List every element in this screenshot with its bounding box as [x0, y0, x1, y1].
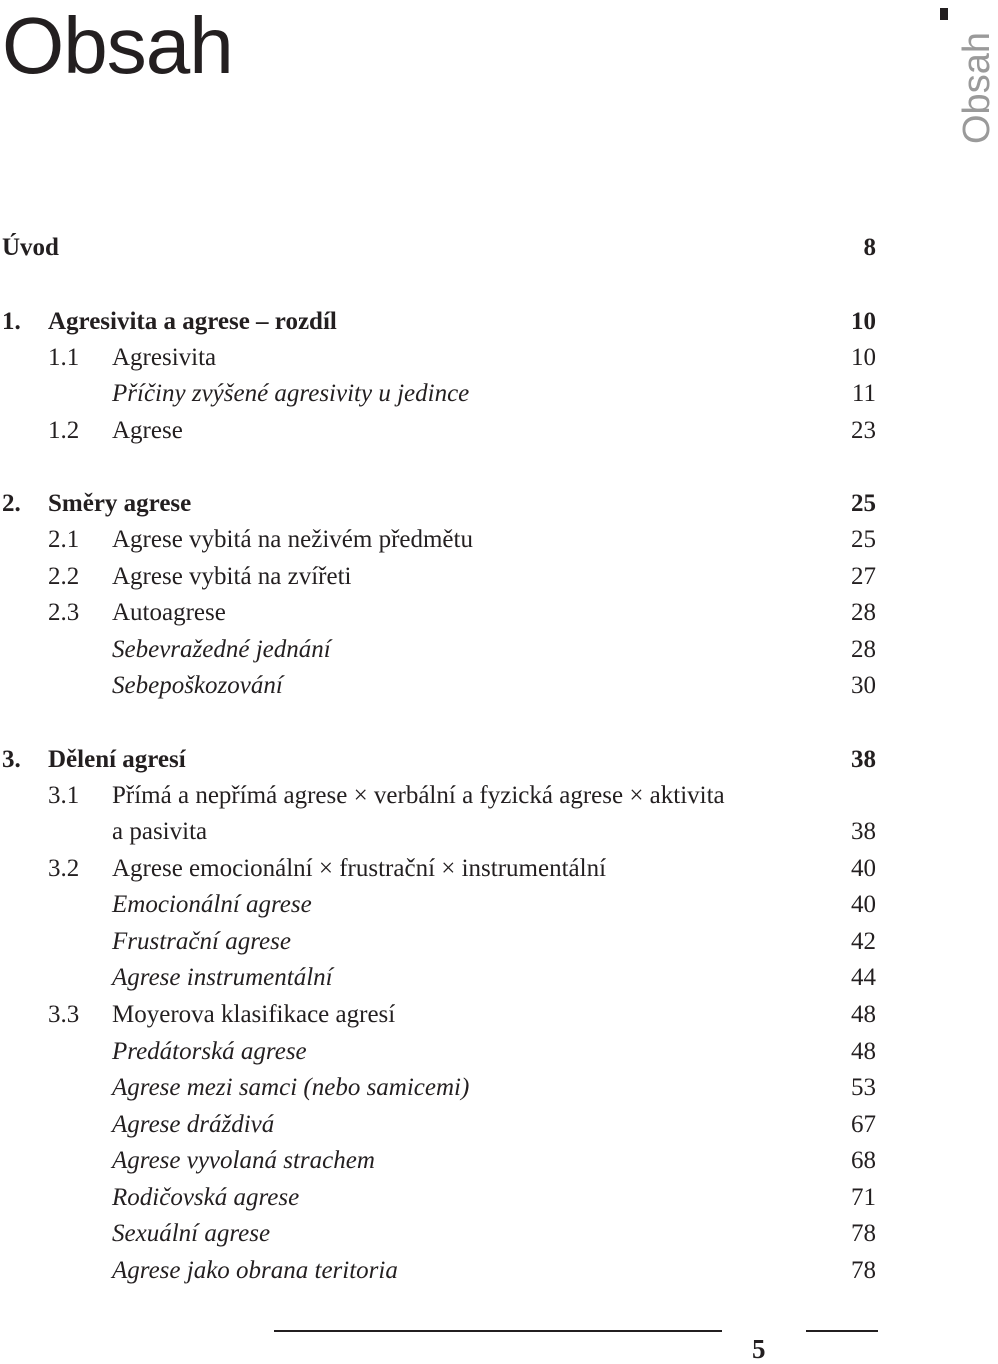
toc-entry-number: 2.1 [48, 526, 80, 553]
toc-entry-page: 48 [851, 1001, 876, 1028]
toc-entry-number: 1.2 [48, 417, 80, 444]
toc-subsection [0, 1107, 960, 1143]
toc-subsection [0, 1216, 960, 1252]
toc-entry-number: 3.1 [48, 782, 80, 809]
toc-entry-title: Dělení agresí [48, 746, 186, 773]
toc-section-1-2 [0, 413, 960, 449]
toc-entry-title: Agresivita a agrese – rozdíl [48, 308, 337, 335]
toc-entry-number: 2.2 [48, 563, 80, 590]
toc-entry-title: Přímá a nepřímá agrese × verbální a fyzická agrese × aktivita [112, 782, 725, 809]
toc-entry-page: 38 [851, 746, 876, 773]
toc-subsection [0, 1180, 960, 1216]
toc-chapter-3 [0, 742, 960, 778]
toc-entry-page: 25 [851, 526, 876, 553]
toc-entry-number: 2.3 [48, 599, 80, 626]
toc-entry-number: 2. [2, 490, 21, 517]
toc-entry-title: Agrese vybitá na neživém předmětu [112, 526, 473, 553]
toc-entry-number: 3.3 [48, 1001, 80, 1028]
toc-entry-page: 67 [851, 1111, 876, 1138]
toc-entry-title: Moyerova klasifikace agresí [112, 1001, 396, 1028]
side-tab-label: Obsah [956, 32, 998, 144]
toc-entry-title: Sebepoškozování [112, 672, 283, 699]
toc-entry-title: Agrese vyvolaná strachem [112, 1147, 375, 1174]
toc-entry-title: Agrese [112, 417, 183, 444]
toc-entry-page: 10 [851, 344, 876, 371]
toc-subsection [0, 1034, 960, 1070]
toc-entry-title: Autoagrese [112, 599, 226, 626]
toc-entry-page: 11 [851, 380, 876, 407]
toc-entry-title: a pasivita [112, 818, 208, 845]
page-title: Obsah [2, 1, 233, 90]
toc-section-1-1 [0, 340, 960, 376]
toc-section-3-3 [0, 997, 960, 1033]
toc-entry-title: Emocionální agrese [112, 891, 312, 918]
toc-entry-title: Predátorská agrese [112, 1038, 307, 1065]
toc-subsection [0, 1143, 960, 1179]
toc-section-3-1-continued [0, 814, 960, 850]
toc-entry-title: Agresivita [112, 344, 217, 371]
toc-chapter-1 [0, 304, 960, 340]
toc-subsection [0, 376, 960, 412]
side-tab-marker [940, 8, 948, 20]
toc-entry-page: 44 [851, 964, 876, 991]
toc-entry-number: 1.1 [48, 344, 80, 371]
toc-entry-page: 53 [851, 1074, 876, 1101]
toc-entry-page: 40 [851, 855, 876, 882]
toc-entry-title: Agrese emocionální × frustrační × instrumentální [112, 855, 607, 882]
toc-entry-title: Agrese dráždivá [112, 1111, 275, 1138]
toc-entry-page: 10 [851, 308, 876, 335]
toc-entry-page: 25 [851, 490, 876, 517]
toc-entry-title: Agrese jako obrana teritoria [112, 1257, 398, 1284]
toc-entry-title: Agrese vybitá na zvířeti [112, 563, 352, 590]
toc-entry-title: Příčiny zvýšené agresivity u jedince [112, 380, 470, 407]
toc-entry-page: 38 [851, 818, 876, 845]
toc-entry-page: 8 [863, 234, 876, 261]
toc-entry-title: Sexuální agrese [112, 1220, 271, 1247]
footer-rule-left [274, 1330, 722, 1332]
toc-entry-page: 68 [851, 1147, 876, 1174]
toc-subsection [0, 960, 960, 996]
toc-chapter-2 [0, 486, 960, 522]
toc-entry-number: 3. [2, 746, 21, 773]
toc-entry-page: 28 [851, 636, 876, 663]
toc-entry-title: Frustrační agrese [112, 928, 291, 955]
toc-section-2-1 [0, 522, 960, 558]
toc-entry-title: Rodičovská agrese [112, 1184, 300, 1211]
toc-subsection [0, 632, 960, 668]
toc-subsection [0, 1253, 960, 1289]
toc-section-3-1 [0, 778, 960, 814]
toc-section-2-3 [0, 595, 960, 631]
toc-entry-number: 1. [2, 308, 21, 335]
toc-entry-intro [0, 230, 960, 266]
toc-entry-title: Úvod [2, 234, 59, 261]
toc-entry-page: 28 [851, 599, 876, 626]
toc-entry-page: 42 [851, 928, 876, 955]
toc-subsection [0, 887, 960, 923]
toc-entry-title: Sebevražedné jednání [112, 636, 331, 663]
toc-subsection [0, 1070, 960, 1106]
toc-entry-page: 27 [851, 563, 876, 590]
side-tab [912, 8, 956, 148]
toc-subsection [0, 924, 960, 960]
toc-section-3-2 [0, 851, 960, 887]
toc-entry-page: 71 [851, 1184, 876, 1211]
page-number: 5 [752, 1334, 766, 1364]
toc-section-2-2 [0, 559, 960, 595]
toc-entry-title: Agrese instrumentální [112, 964, 333, 991]
toc-entry-page: 23 [851, 417, 876, 444]
toc-entry-page: 78 [851, 1220, 876, 1247]
footer-rule-right [806, 1330, 878, 1332]
toc-entry-page: 30 [851, 672, 876, 699]
toc-entry-title: Směry agrese [48, 490, 192, 517]
toc-entry-page: 48 [851, 1038, 876, 1065]
toc-entry-page: 78 [851, 1257, 876, 1284]
toc-entry-title: Agrese mezi samci (nebo samicemi) [112, 1074, 470, 1101]
toc-entry-number: 3.2 [48, 855, 80, 882]
toc-subsection [0, 668, 960, 704]
toc-entry-page: 40 [851, 891, 876, 918]
